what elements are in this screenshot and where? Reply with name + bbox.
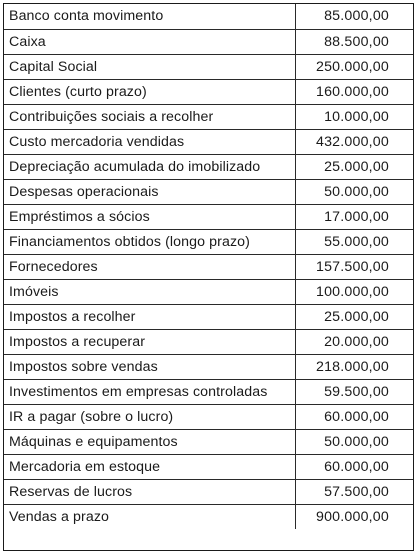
account-name-cell: Banco conta movimento — [4, 4, 295, 29]
table-row — [4, 4, 413, 29]
table-row — [4, 504, 413, 529]
account-value-cell: 60.000,00 — [295, 454, 413, 479]
table-row — [4, 279, 413, 304]
account-name-cell: Empréstimos a sócios — [4, 204, 295, 229]
account-name-cell: Mercadoria em estoque — [4, 454, 295, 479]
account-name-cell: Impostos a recolher — [4, 304, 295, 329]
account-name-cell: Financiamentos obtidos (longo prazo) — [4, 229, 295, 254]
account-value-cell: 50.000,00 — [295, 179, 413, 204]
account-name-cell: IR a pagar (sobre o lucro) — [4, 404, 295, 429]
table-row — [4, 29, 413, 54]
table-row — [4, 479, 413, 504]
account-name-cell: Reservas de lucros — [4, 479, 295, 504]
account-name-cell: Caixa — [4, 29, 295, 54]
account-name-cell: Vendas a prazo — [4, 504, 295, 529]
account-name-cell: Clientes (curto prazo) — [4, 79, 295, 104]
table-row — [4, 379, 413, 404]
account-value-cell: 160.000,00 — [295, 79, 413, 104]
account-value-cell: 55.000,00 — [295, 229, 413, 254]
table-row — [4, 329, 413, 354]
table-row — [4, 204, 413, 229]
account-value-cell: 25.000,00 — [295, 304, 413, 329]
table-row — [4, 129, 413, 154]
table-row — [4, 404, 413, 429]
account-value-cell: 59.500,00 — [295, 379, 413, 404]
table-row — [4, 154, 413, 179]
account-value-cell: 432.000,00 — [295, 129, 413, 154]
account-value-cell: 25.000,00 — [295, 154, 413, 179]
account-name-cell: Custo mercadoria vendidas — [4, 129, 295, 154]
table-row — [4, 429, 413, 454]
account-value-cell: 900.000,00 — [315, 508, 389, 525]
table-row — [4, 454, 413, 479]
account-value-cell: 50.000,00 — [295, 429, 413, 454]
account-value-cell: 85.000,00 — [295, 4, 413, 29]
table-row — [4, 79, 413, 104]
account-value-cell: 20.000,00 — [295, 329, 413, 354]
account-value-cell: 100.000,00 — [295, 279, 413, 304]
account-name-cell: Impostos sobre vendas — [4, 354, 295, 379]
accounts-table — [4, 4, 413, 529]
account-name-cell: Fornecedores — [4, 254, 295, 279]
table-row — [4, 304, 413, 329]
table-row — [4, 54, 413, 79]
account-name-cell: Investimentos em empresas controladas — [4, 379, 295, 404]
account-value-cell: 88.500,00 — [295, 29, 413, 54]
account-name-cell: Impostos a recuperar — [4, 329, 295, 354]
account-value-cell: 218.000,00 — [295, 354, 413, 379]
account-name-cell: Capital Social — [4, 54, 295, 79]
account-name-cell: Contribuições sociais a recolher — [4, 104, 295, 129]
accounts-table-body — [4, 4, 413, 529]
table-row — [4, 104, 413, 129]
table-row — [4, 179, 413, 204]
account-name-cell: Despesas operacionais — [4, 179, 295, 204]
accounts-table-container — [3, 3, 414, 551]
account-value-cell: 157.500,00 — [295, 254, 413, 279]
table-row — [4, 354, 413, 379]
account-name-cell: Máquinas e equipamentos — [4, 429, 295, 454]
account-name-cell: Depreciação acumulada do imobilizado — [4, 154, 295, 179]
table-row — [4, 254, 413, 279]
account-value-cell: 60.000,00 — [295, 404, 413, 429]
account-value-cell: 17.000,00 — [295, 204, 413, 229]
table-row — [4, 229, 413, 254]
account-value-cell: 57.500,00 — [295, 479, 413, 504]
account-name-cell: Imóveis — [4, 279, 295, 304]
account-value-cell: 250.000,00 — [295, 54, 413, 79]
account-value-cell: 10.000,00 — [295, 104, 413, 129]
